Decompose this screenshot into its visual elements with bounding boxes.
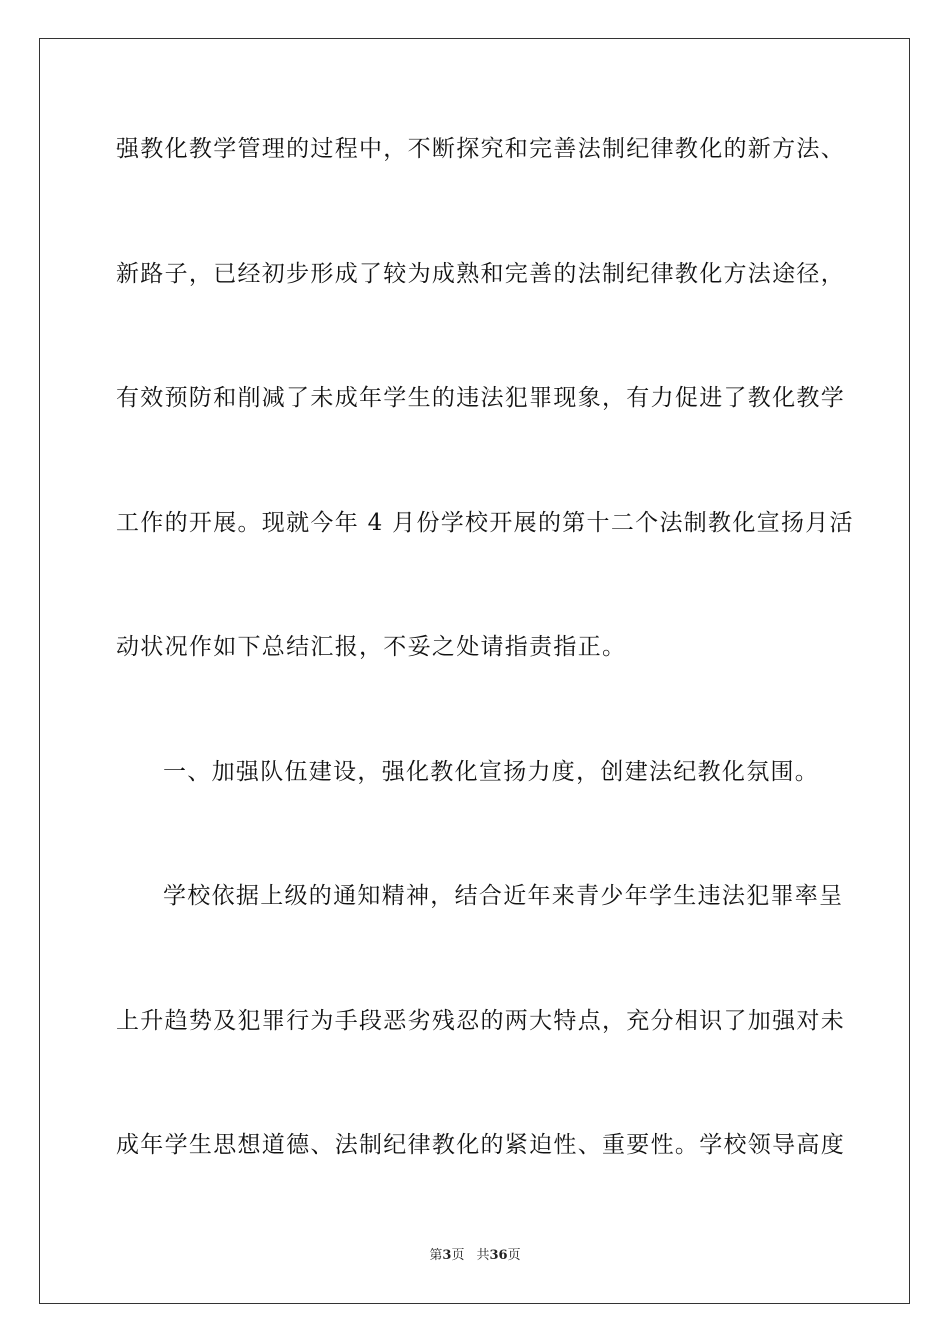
page-suffix: 页: [451, 1248, 465, 1263]
body-line-8: 成年学生思想道德、法制纪律教化的紧迫性、重要性。学校领导高度: [116, 1132, 845, 1158]
total-prefix: 共: [476, 1248, 490, 1263]
body-line-1: 强教化教学管理的过程中，不断探究和完善法制纪律教化的新方法、: [116, 136, 845, 162]
body-line-5: 动状况作如下总结汇报，不妥之处请指责指正。: [116, 634, 627, 660]
body-line-2: 新路子，已经初步形成了较为成熟和完善的法制纪律教化方法途径，: [116, 261, 845, 287]
body-line-4: 工作的开展。现就今年 4 月份学校开展的第十二个法制教化宣扬月活: [116, 510, 854, 536]
total-suffix: 页: [507, 1248, 521, 1263]
section-heading-1: 一、加强队伍建设，强化教化宣扬力度，创建法纪教化氛围。: [163, 759, 820, 785]
page-number: 3: [442, 1248, 452, 1263]
body-line-6: 学校依据上级的通知精神，结合近年来青少年学生违法犯罪率呈: [163, 883, 844, 909]
body-line-3: 有效预防和削减了未成年学生的违法犯罪现象，有力促进了教化教学: [116, 385, 845, 411]
total-pages: 36: [489, 1248, 508, 1263]
page-frame: [39, 38, 910, 1304]
page-prefix: 第: [429, 1248, 443, 1263]
body-line-7: 上升趋势及犯罪行为手段恶劣残忍的两大特点，充分相识了加强对未: [116, 1008, 845, 1034]
page-footer: [0, 1247, 950, 1265]
